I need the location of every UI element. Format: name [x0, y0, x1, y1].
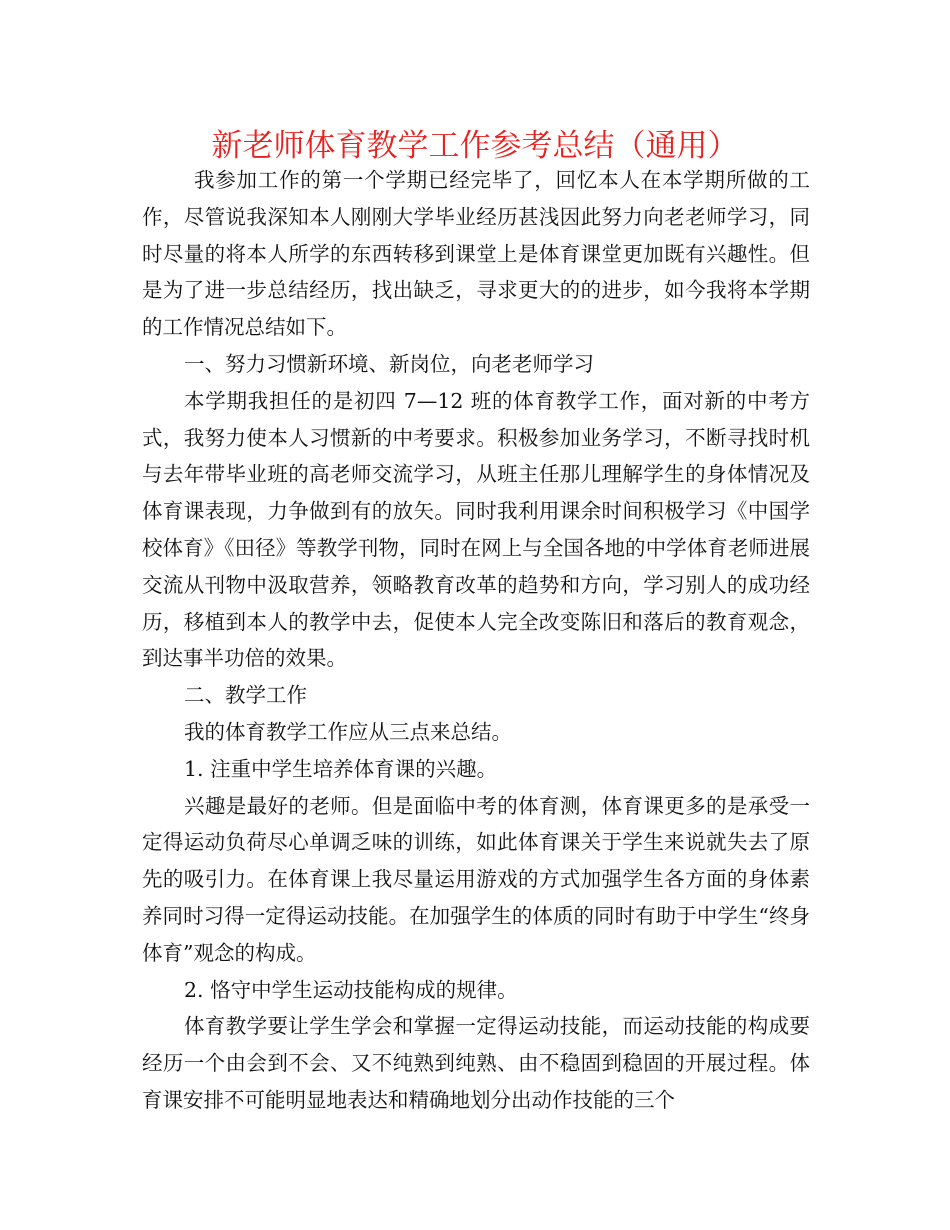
- subheading-point-1: 1. 注重中学生培养体育课的兴趣。: [184, 756, 498, 781]
- paragraph-intro: 我参加工作的第一个学期已经完毕了，回忆本人在本学期所做的工作，尽管说我深知本人刚刚大学毕业经历甚浅因此努力向老老师学习，同时尽量的将本人所学的东西转移到课堂上是体育课堂更加既有兴趣性。但是为了进一步总结经历，找出缺乏，寻求更大的的进步，如今我将本学期的工作情况总结如下。: [142, 168, 810, 340]
- section-heading-2: 二、教学工作: [184, 683, 307, 708]
- document-body: [142, 162, 810, 1119]
- subheading-point-2: 2. 恪守中学生运动技能构成的规律。: [184, 977, 518, 1002]
- paragraph-point-2: 体育教学要让学生学会和掌握一定得运动技能，而运动技能的构成要经历一个由会到不会、又不纯熟到纯熟、由不稳固到稳固的开展过程。体育课安排不可能明显地表达和精确地划分出动作技能的三个: [142, 1014, 810, 1112]
- paragraph-section-2-intro: 我的体育教学工作应从三点来总结。: [184, 719, 512, 744]
- section-heading-1: 一、努力习惯新环境、新岗位，向老老师学习: [184, 351, 594, 376]
- document-title: 新老师体育教学工作参考总结（通用）: [211, 128, 739, 164]
- paragraph-section-1: 本学期我担任的是初四 7—12 班的体育教学工作，面对新的中考方式，我努力使本人习惯新的中考要求。积极参加业务学习，不断寻找时机与去年带毕业班的高老师交流学习，从班主任那儿理解学生的身体情况及体育课表现，力争做到有的放矢。同时我利用课余时间积极学习《中国学校体育》《田径》等教学刊物，同时在网上与全国各地的中学体育老师进展交流从刊物中汲取营养，领略教育改革的趋势和方向，学习别人的成功经历，移植到本人的教学中去，促使本人完全改变陈旧和落后的教育观念，到达事半功倍的效果。: [142, 388, 810, 671]
- paragraph-point-1: 兴趣是最好的老师。但是面临中考的体育测，体育课更多的是承受一定得运动负荷尽心单调乏味的训练，如此体育课关于学生来说就失去了原先的吸引力。在体育课上我尽量运用游戏的方式加强学生各方面的身体素养同时习得一定得运动技能。在加强学生的体质的同时有助于中学生“终身体育”观念的构成。: [142, 793, 810, 965]
